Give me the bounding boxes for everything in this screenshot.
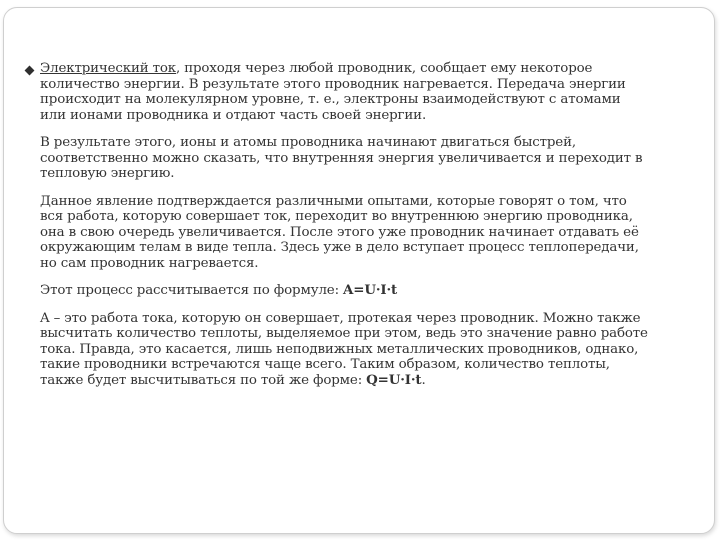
paragraph-3: Данное явление подтверждается различными опытами, которые говорят о том, что вся работа, которую совершает ток, переходит во внутреннюю энергию проводника, она в свою очередь увеличивается. После этого уже проводник начинает отдавать её окружающим телам в виде тепла. Здесь уже в дело вступает процесс теплопередачи, но сам проводник нагревается.	[40, 193, 639, 271]
paragraph-1-text: , проходя через любой проводник, сообщает ему некоторое количество энергии. В результате этого проводник нагревается. Передача энергии происходит на молекулярном уровне, т. е., электроны взаимодействуют с атомами или ионами проводника и отдают часть своей энергии.	[40, 61, 626, 123]
paragraph-5-end: .	[421, 372, 426, 388]
formula-heat: Q=U·I·t	[366, 371, 422, 388]
paragraph-4-text: Этот процесс рассчитывается по формуле:	[40, 283, 344, 298]
formula-work: A=U·I·t	[343, 282, 398, 298]
slide-text	[40, 61, 650, 400]
paragraph-1	[40, 61, 650, 123]
term-electric-current: Электрический ток	[40, 61, 176, 76]
paragraph-2: В результате этого, ионы и атомы проводника начинают двигаться быстрей, соответственно можно сказать, что внутренняя энергия увеличивается и переходит в тепловую энергию.	[40, 135, 643, 181]
paragraph-4	[40, 283, 650, 299]
paragraph-5-text: A – это работа тока, которую он совершает, протекая через проводник. Можно также высчитать количество теплоты, выделяемое при этом, ведь это значение равно работе тока. Правда, это касается, лишь неподвижных металлических проводников, однако, такие проводники встречаются чаще всего. Таким образом, количество теплоты, также будет высчитываться по той же форме:	[40, 310, 648, 388]
paragraph-5	[40, 311, 650, 389]
